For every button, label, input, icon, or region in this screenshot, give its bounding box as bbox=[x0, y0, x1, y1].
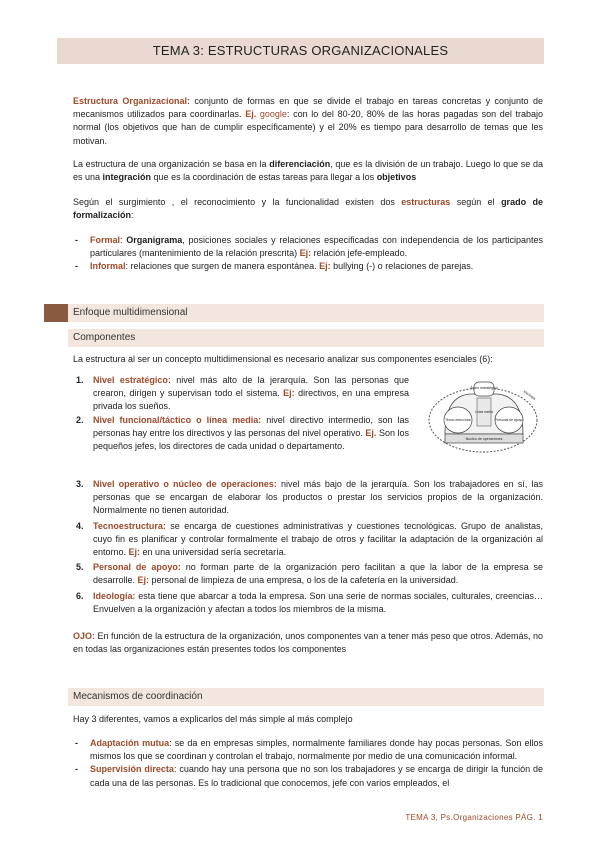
diagram-label-core: Núcleo de operaciones bbox=[465, 437, 503, 441]
list-item: 1. Nivel estratégico: nivel más alto de la jerarquía. Son las personas que crearon, dirigen y supervisan todo el sistema. Ej: directivos, en una empresa privada los sueños. bbox=[76, 375, 410, 412]
diagram-label-ideology: Ideología bbox=[522, 389, 537, 401]
list-item: 5. Personal de apoyo: no forman parte de la organización pero facilitan a que la labor de la empresa se desarrolle. Ej: personal de limpieza de una empresa, o los de la cafetería en la universidad. bbox=[76, 562, 543, 586]
diferenciacion-paragraph: La estructura de una organización se basa en la diferenciación, que es la división de un trabajo. Luego lo que se da es una integración que es la coordinación de estas tareas para llegar a los objetivos bbox=[73, 159, 543, 183]
formal-informal-list bbox=[73, 234, 543, 274]
mecanismos-list bbox=[73, 737, 543, 790]
list-item: - Formal: Organigrama, posiciones sociales y relaciones especificadas con independencia de los participantes particulares (mantenimiento de la relación prescrita) Ej: relación jefe-empleado. bbox=[73, 234, 543, 260]
componentes-intro: La estructura al ser un concepto multidimensional es necesario analizar sus componentes esenciales (6): bbox=[73, 354, 493, 364]
list-item: 2. Nivel funcional/táctico o línea media: nivel directivo intermedio, son las personas hay entre los directivos y las personas del nivel operativo. Ej. Son los pequeños jefes, los directores de cada unidad o departamento. bbox=[76, 414, 409, 452]
subsection-heading: Componentes bbox=[68, 329, 544, 347]
section-marker bbox=[44, 304, 68, 322]
componentes-list-a bbox=[76, 374, 409, 453]
diagram-label-support: Personal de apoyo bbox=[494, 418, 524, 422]
list-item: 6. Ideología: esta tiene que abarcar a toda la empresa. Son una serie de normas sociales, culturales, creencias… Envuelven a la organización y afectan a todos los miembros de la misma. bbox=[76, 590, 543, 614]
mecanismos-intro: Hay 3 diferentes, vamos a explicarlos del más simple al más complejo bbox=[73, 714, 353, 724]
organization-structure-diagram bbox=[425, 376, 543, 456]
subsection-heading: Mecanismos de coordinación bbox=[68, 688, 544, 706]
list-item: 4. Tecnoestructura: se encarga de cuestiones administrativas y cuestiones tecnológicas. Grupo de analistas, cuyo fin es planificar y controlar formalmente el trabajo de otros y facilitar la adaptación de la organización al entorno. Ej: en una universidad sería secretaría. bbox=[76, 520, 543, 558]
page-footer: TEMA 3, Ps.Organizaciones PÁG. 1 bbox=[405, 812, 543, 822]
list-item: 3. Nivel operativo o núcleo de operaciones: nivel más bajo de la jerarquía. Son los trabajadores en sí, las personas que se encargan de elaborar los productos o prestar los servicios propios de la organización. Normalmente no tienen autoridad. bbox=[76, 479, 543, 516]
formalizacion-paragraph: Según el surgimiento , el reconocimiento y la funcionalidad existen dos estructuras según el grado de formalización: bbox=[73, 197, 543, 221]
section-heading: Enfoque multidimensional bbox=[68, 304, 544, 322]
diagram-label-apex: Ápice estratégico bbox=[470, 386, 498, 390]
componentes-list-b bbox=[76, 478, 543, 616]
ojo-note: OJO: En función de la estructura de la organización, unos componentes van a tener más peso que otros. Además, no en todas las organizaciones están presentes todos los componentes bbox=[73, 631, 543, 655]
diagram-label-middle: Línea media bbox=[475, 410, 493, 414]
definition-paragraph: Estructura Organizacional: conjunto de formas en que se divide el trabajo en tareas concretas y conjunto de mecanismos utilizados para coordinarlas. Ej. google: con lo del 80-20, 80% de las horas pagadas son del trabajo normal (los objetivos que han de cumplir específicamente) y el 20% es tiempo para desarrollo de temas que les motivan. bbox=[73, 96, 543, 146]
list-item: - Adaptación mutua: se da en empresas simples, normalmente familiares donde hay pocas personas. Son ellos mismos los que se coordinan y controlan el trabajo, normalmente por medio de una comunicación informal. bbox=[73, 737, 543, 763]
list-item: - Informal: relaciones que surgen de manera espontánea. Ej: bullying (-) o relaciones de parejas. bbox=[73, 260, 543, 273]
list-item: - Supervisión directa: cuando hay una persona que no son los trabajadores y se encarga de dirigir la función de cada una de las personas. Es lo tradicional que conocemos, jefe con varios empleados, el bbox=[73, 763, 543, 789]
diagram-label-techno: Tecno-estructura bbox=[445, 418, 471, 422]
page-title: TEMA 3: ESTRUCTURAS ORGANIZACIONALES bbox=[57, 38, 544, 64]
